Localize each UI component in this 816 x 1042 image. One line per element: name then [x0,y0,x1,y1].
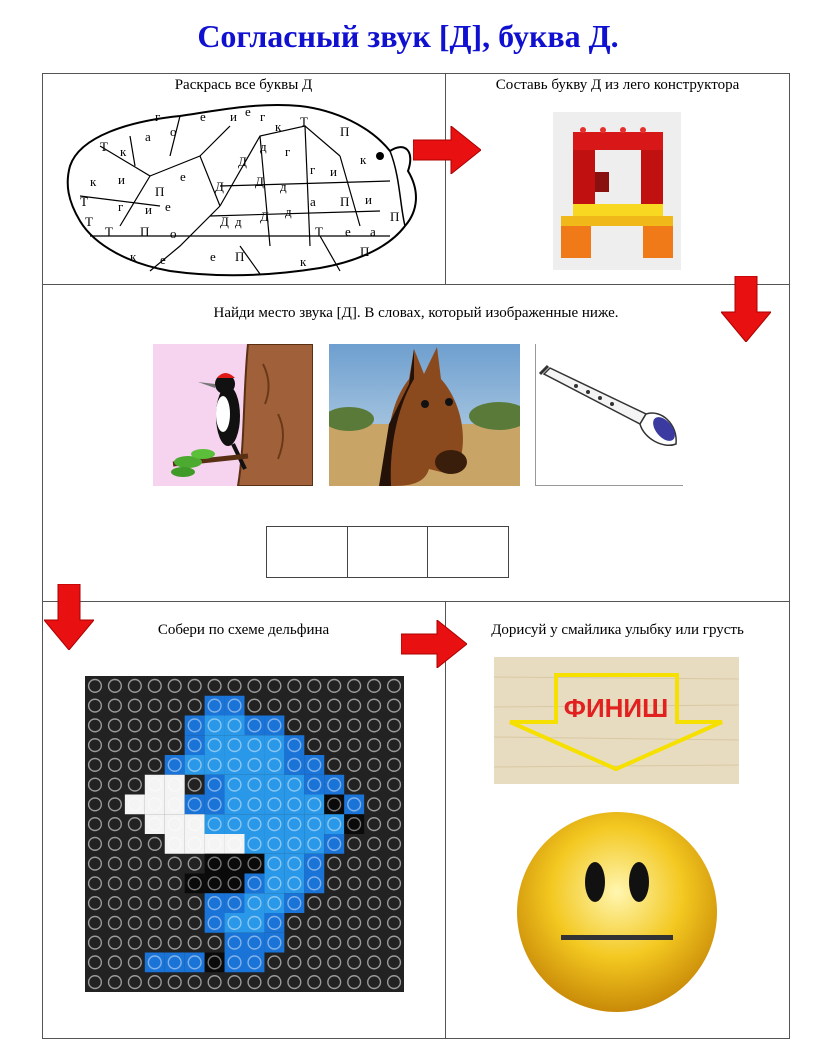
svg-text:о: о [170,226,177,241]
svg-text:к: к [120,144,127,159]
svg-text:е: е [345,224,351,239]
svg-text:к: к [275,119,282,134]
svg-text:П: П [390,209,400,224]
divider [43,601,789,602]
svg-text:Т: Т [300,114,308,129]
svg-text:Д: Д [215,179,224,194]
svg-text:е: е [245,104,251,119]
pipe-picture [535,344,683,486]
svg-text:Т: Т [315,224,323,239]
svg-text:е: е [210,249,216,264]
answer-box[interactable] [347,526,429,578]
svg-text:и: и [230,109,237,124]
finish-label: ФИНИШ [563,693,669,723]
svg-text:г: г [118,199,124,214]
svg-text:а: а [370,224,376,239]
svg-text:е: е [165,199,171,214]
divider [445,74,446,285]
svg-text:е: е [180,169,186,184]
svg-text:Т: Т [105,224,113,239]
svg-text:Д: Д [255,174,264,189]
arrow-down-icon [721,276,771,342]
svg-text:Т: Т [100,139,108,154]
svg-text:д: д [235,214,242,229]
caption-lego-letter: Составь букву Д из лего конструктора [495,77,740,93]
svg-text:и: и [330,164,337,179]
svg-text:д: д [280,179,287,194]
caption-color-letters: Раскрась все буквы Д [174,77,313,93]
finish-sign [494,657,739,784]
svg-text:П: П [360,244,370,259]
svg-text:г: г [155,109,161,124]
svg-text:Д: Д [238,154,247,169]
page-title: Согласный звук [Д], буква Д. [197,18,619,54]
svg-text:д: д [285,204,292,219]
svg-text:П: П [140,224,150,239]
svg-text:к: к [360,152,367,167]
svg-text:Д: Д [260,209,269,224]
svg-text:е: е [200,109,206,124]
fish-coloring-picture [60,96,430,280]
svg-text:П: П [155,184,165,199]
svg-text:е: е [160,252,166,267]
answer-box[interactable] [266,526,348,578]
svg-text:Т: Т [85,214,93,229]
arrow-right-icon [413,126,481,174]
svg-text:и: и [365,192,372,207]
svg-text:а: а [145,129,151,144]
svg-text:д: д [260,139,267,154]
svg-text:к: к [130,249,137,264]
answer-box[interactable] [427,526,509,578]
caption-smiley: Дорисуй у смайлика улыбку или грусть [491,622,744,638]
sound-position-boxes [266,526,509,578]
svg-text:к: к [90,174,97,189]
svg-text:П: П [340,194,350,209]
caption-find-sound: Найди место звука [Д]. В словах, который изображенные ниже. [213,305,619,321]
svg-text:а: а [310,194,316,209]
svg-text:П: П [340,124,350,139]
lego-letter-d-picture [553,112,681,270]
svg-text:П: П [235,249,245,264]
arrow-down-icon [44,584,94,650]
svg-text:г: г [260,109,266,124]
arrow-right-icon [401,620,467,668]
lego-dolphin-scheme [85,676,404,992]
svg-text:к: к [300,254,307,269]
horse-picture [329,344,520,486]
divider [43,284,789,285]
caption-dolphin: Собери по схеме дельфина [157,622,330,638]
svg-text:г: г [310,162,316,177]
svg-text:и: и [145,202,152,217]
svg-text:г: г [285,144,291,159]
neutral-smiley-icon[interactable] [513,810,721,1015]
svg-text:Т: Т [80,194,88,209]
svg-text:и: и [118,172,125,187]
woodpecker-picture [153,344,313,486]
svg-text:Д: Д [220,214,229,229]
svg-text:о: о [170,124,177,139]
